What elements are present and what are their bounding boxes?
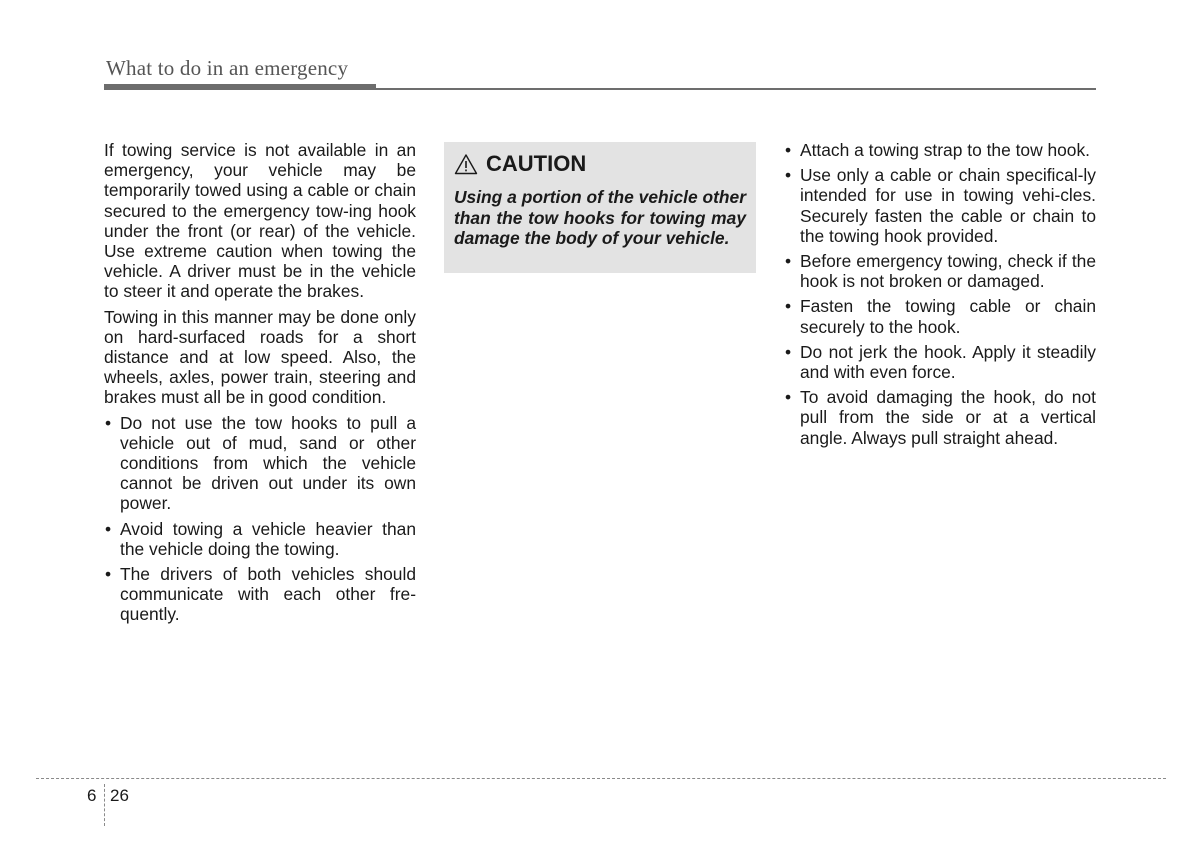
footer-separator	[104, 784, 105, 826]
header-rule-accent	[104, 84, 376, 90]
left-bullet-list	[104, 413, 416, 625]
left-column	[104, 140, 416, 630]
right-bullet-list	[784, 140, 1096, 448]
bullet-marker: •	[105, 518, 112, 539]
chapter-number: 6	[87, 786, 97, 805]
bullet-marker: •	[105, 412, 112, 433]
list-item	[784, 251, 1096, 291]
page-number: 26	[110, 786, 129, 805]
list-item-text: To avoid damaging the hook, do not pull from the side or at a vertical angle. Always pull straight ahead.	[800, 387, 1096, 448]
list-item-text: Do not jerk the hook. Apply it steadily and with even force.	[800, 341, 1096, 383]
list-item	[104, 413, 416, 514]
list-item-text: The drivers of both vehicles should communicate with each other fre-quently.	[120, 564, 416, 625]
list-item	[784, 342, 1096, 382]
bullet-marker: •	[785, 341, 792, 362]
caution-box	[444, 142, 756, 273]
header-rule	[376, 88, 1096, 90]
list-item	[104, 519, 416, 559]
bullet-marker: •	[785, 296, 792, 317]
caution-header	[454, 150, 746, 178]
list-item	[784, 387, 1096, 448]
right-column	[784, 140, 1096, 453]
list-item-text: Before emergency towing, check if the hook is not broken or damaged.	[800, 251, 1096, 292]
list-item	[784, 165, 1096, 246]
list-item-text: Attach a towing strap to the tow hook.	[800, 140, 1091, 160]
bullet-marker: •	[785, 251, 792, 272]
warning-triangle-icon	[454, 153, 478, 175]
bullet-marker: •	[785, 165, 792, 186]
footer-rule	[36, 778, 1166, 779]
intro-paragraph: If towing service is not available in an emergency, your vehicle may be temporarily towed using a cable or chain secured to the emergency tow-ing hook under the front (or rear) of the vehicle. Use extreme caution when towing the vehicle. A driver must be in the vehicle to steer it and operate the brakes.	[104, 140, 416, 302]
bullet-marker: •	[785, 387, 792, 408]
list-item	[104, 564, 416, 625]
road-condition-paragraph: Towing in this manner may be done only on hard-surfaced roads for a short distance and at low speed. Also, the wheels, axles, power train, steering and brakes must all be in good condition.	[104, 306, 416, 408]
caution-text: Using a portion of the vehicle other than the tow hooks for towing may damage the body of your vehicle.	[454, 187, 746, 248]
bullet-marker: •	[785, 140, 792, 160]
list-item-text: Avoid towing a vehicle heavier than the vehicle doing the towing.	[120, 518, 416, 559]
bullet-marker: •	[105, 564, 112, 585]
list-item-text: Do not use the tow hooks to pull a vehicle out of mud, sand or other conditions from which the vehicle cannot be driven out under its own power.	[120, 412, 416, 514]
list-item	[784, 140, 1096, 160]
page-header-title: What to do in an emergency	[106, 56, 349, 80]
list-item	[784, 296, 1096, 336]
list-item-text: Fasten the towing cable or chain securely to the hook.	[800, 296, 1096, 337]
caution-title: CAUTION	[486, 151, 587, 176]
list-item-text: Use only a cable or chain specifical-ly intended for use in towing vehi-cles. Securely fasten the cable or chain to the towing hook provided.	[800, 165, 1096, 246]
